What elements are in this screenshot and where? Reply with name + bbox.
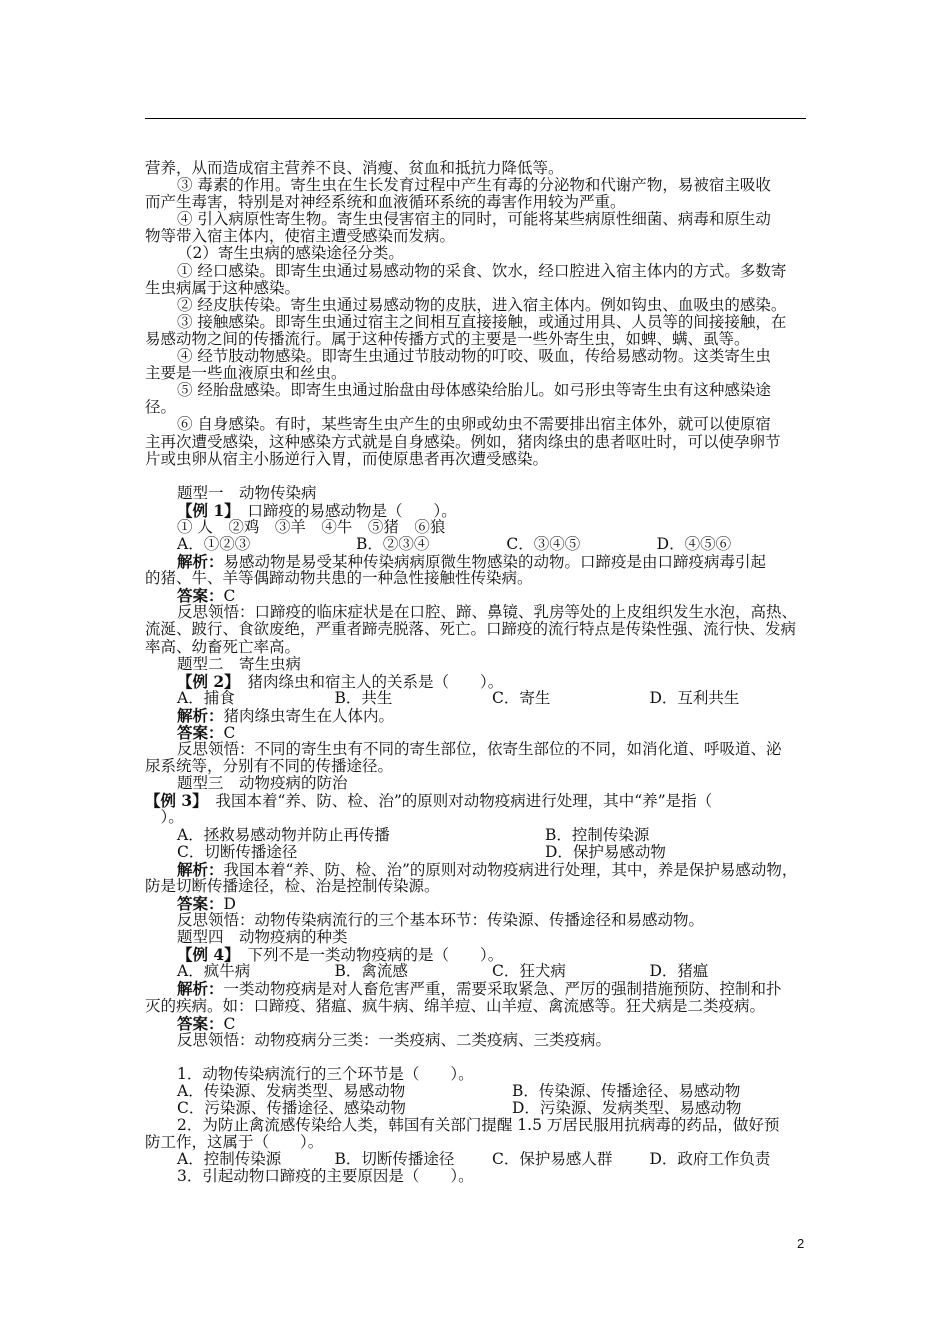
option-c: C．污染源、传播途径、感染动物 <box>177 1098 406 1117</box>
text-line: ⑥ 自身感染。有时，某些寄生虫产生的虫卵或幼虫不需要排出宿主体外，就可以使原宿 <box>177 415 771 434</box>
text-line: 而产生毒害，特别是对神经系统和血液循环系统的毒害作用较为严重。 <box>145 193 626 212</box>
text-line: 主再次遭受感染，这种感染方式就是自身感染。例如，猪肉绦虫的患者呕吐时，可以使孕卵节 <box>145 432 781 451</box>
example-question <box>145 792 807 809</box>
option-c: C．切断传播途径 <box>177 842 298 861</box>
analysis <box>145 980 807 997</box>
option-d: D．政府工作负责 <box>649 1150 771 1169</box>
option-c: C．③④⑤ <box>506 534 581 553</box>
text-line: 片或虫卵从宿主小肠逆行入胃，而使原患者再次遭受感染。 <box>145 449 549 468</box>
reflection: 尿系统等，分别有不同的传播途径。 <box>145 757 394 776</box>
example-tag: 【例 2】 <box>177 671 232 691</box>
text-line: 主要是一些血液原虫和丝虫。 <box>145 364 347 383</box>
analysis-text: 猪肉绦虫寄生在人体内。 <box>223 706 395 725</box>
example-tag: 【例 3】 <box>145 791 200 811</box>
option-a: A．控制传染源 <box>177 1150 282 1169</box>
option-row <box>145 536 807 553</box>
option-row <box>145 690 807 707</box>
text-line: 生虫病属于这种感染。 <box>145 278 301 297</box>
analysis <box>145 553 807 570</box>
option-a: A．捕食 <box>177 688 235 707</box>
option-row <box>145 1100 807 1117</box>
analysis-text: 易感动物是易受某种传染病病原微生物感染的动物。口蹄疫是由口蹄疫病毒引起 <box>223 553 767 572</box>
option-b: B．控制传染源 <box>545 825 650 844</box>
question-text: 猪肉绦虫和宿主人的关系是（ ）。 <box>231 672 504 691</box>
question-type-heading: 题型三 动物疫病的防治 <box>177 774 348 793</box>
answer <box>145 1015 807 1032</box>
option-a: A．①②③ <box>177 534 251 553</box>
option-b: B．②③④ <box>355 534 430 553</box>
example-question <box>145 502 807 519</box>
question-type-heading: 题型四 动物疫病的种类 <box>177 928 348 947</box>
practice-question-2: 2．为防止禽流感传染给人类，韩国有关部门提醒 1.5 万居民服用抗病毒的药品，做好预 <box>177 1116 780 1135</box>
reflection: 率高、幼畜死亡率高。 <box>145 637 301 656</box>
option-a: A．传染源、发病类型、易感动物 <box>177 1081 406 1100</box>
answer-label: 答案： <box>177 586 224 606</box>
page-number: 2 <box>797 1236 805 1251</box>
example-question <box>145 946 807 963</box>
option-d: D．污染源、发病类型、易感动物 <box>512 1098 742 1117</box>
text-line: 营养，从而造成宿主营养不良、消瘦、贫血和抵抗力降低等。 <box>145 159 564 177</box>
option-d: D．保护易感动物 <box>545 842 666 861</box>
option-a: A．拯救易感动物并防止再传播 <box>177 825 390 844</box>
option-b: B．共生 <box>334 688 393 707</box>
option-b: B．切断传播途径 <box>334 1150 455 1169</box>
option-c: C．狂犬病 <box>492 962 566 981</box>
analysis-text: 一类动物疫病是对人畜危害严重，需要采取紧急、严厉的强制措施预防、控制和扑 <box>223 980 782 999</box>
analysis-text: 防是切断传播途径，检、治是控制传染源。 <box>145 876 440 895</box>
analysis-text: 的猪、牛、羊等偶蹄动物共患的一种急性接触性传染病。 <box>145 569 533 588</box>
option-row <box>145 827 807 844</box>
option-a: A．疯牛病 <box>177 962 251 981</box>
reflection: 反思领悟：不同的寄生虫有不同的寄生部位，依寄生部位的不同，如消化道、呼吸道、泌 <box>177 740 782 759</box>
reflection: 反思领悟：动物传染病流行的三个基本环节：传染源、传播途径和易感动物。 <box>177 911 705 930</box>
spacer <box>145 468 807 485</box>
question-text: 下列不是一类动物疫病的是（ ）。 <box>231 946 504 965</box>
header-rule <box>145 118 806 119</box>
analysis <box>145 861 807 878</box>
analysis <box>145 707 807 724</box>
spacer <box>145 1049 807 1066</box>
option-row <box>145 844 807 861</box>
question-type-heading: 题型二 寄生虫病 <box>177 654 302 673</box>
text-line: ② 经皮肤传染。寄生虫通过易感动物的皮肤，进入宿主体内。例如钩虫、血吸虫的感染。 <box>177 295 787 314</box>
option-d: D．④⑤⑥ <box>656 534 732 553</box>
practice-question-3: 3．引起动物口蹄疫的主要原因是（ ）。 <box>177 1167 474 1186</box>
question-text: 口蹄疫的易感动物是（ ）。 <box>231 501 457 520</box>
text-line: ③ 毒素的作用。寄生虫在生长发育过程中产生有毒的分泌物和代谢产物，易被宿主吸收 <box>177 176 771 195</box>
option-row <box>145 963 807 980</box>
answer-value: C <box>223 587 236 606</box>
section-heading: （2）寄生虫病的感染途径分类。 <box>177 244 404 263</box>
practice-question-1: 1．动物传染病流行的三个环节是（ ）。 <box>177 1064 474 1083</box>
answer-label: 答案： <box>177 893 224 913</box>
text-line: ③ 接触感染。即寄生虫通过宿主之间相互直接接触，或通过用具、人员等的间接接触，在 <box>177 312 787 331</box>
answer-value: C <box>223 724 236 742</box>
option-c: C．寄生 <box>492 688 551 707</box>
reflection: 反思领悟：动物疫病分三类：一类疫病、二类疫病、三类疫病。 <box>177 1030 612 1049</box>
option-d: D．互利共生 <box>649 688 740 707</box>
analysis-label: 解析： <box>177 705 224 725</box>
option-d: D．猪瘟 <box>649 962 709 981</box>
analysis-label: 解析： <box>177 552 224 572</box>
answer <box>145 587 807 604</box>
analysis-label: 解析： <box>177 859 224 879</box>
text-line: ④ 引入病原性寄生物。寄生虫侵害宿主的同时，可能将某些病原性细菌、病毒和原生动 <box>177 210 771 229</box>
question-text: ）。 <box>145 808 184 827</box>
option-c: C．保护易感人群 <box>492 1150 613 1169</box>
option-b: B．传染源、传播途径、易感动物 <box>512 1081 741 1100</box>
option-row <box>145 1083 807 1100</box>
answer-label: 答案： <box>177 1013 224 1033</box>
example-items: ① 人 ②鸡 ③羊 ④牛 ⑤猪 ⑥狼 <box>177 517 446 536</box>
text-line: 径。 <box>145 398 177 417</box>
answer-label: 答案： <box>177 723 224 742</box>
example-question <box>145 673 807 690</box>
answer <box>145 895 807 912</box>
answer <box>145 724 807 741</box>
question-text: 我国本着“养、防、检、治”的原则对动物疫病进行处理，其中“养”是指（ <box>199 792 713 811</box>
reflection: 反思领悟：口蹄疫的临床症状是在口腔、蹄、鼻镜、乳房等处的上皮组织发生水泡，高热、 <box>177 603 798 622</box>
analysis-text: 灭的疾病。如：口蹄疫、猪瘟、疯牛病、绵羊痘、山羊痘、禽流感等。狂犬病是二类疫病。 <box>145 996 766 1015</box>
practice-question-2-cont: 防工作，这属于（ ）。 <box>145 1133 324 1152</box>
text-line: ④ 经节肢动物感染。即寄生虫通过节肢动物的叮咬、吸血，传给易感动物。这类寄生虫 <box>177 347 771 366</box>
answer-value: D <box>223 894 236 913</box>
answer-value: C <box>223 1014 236 1033</box>
option-b: B．禽流感 <box>334 962 408 981</box>
text-line: 易感动物之间的传播流行。属于这种传播方式的主要是一些外寄生虫，如蜱、螨、虱等。 <box>145 329 750 348</box>
analysis-text: 我国本着“养、防、检、治”的原则对动物疫病进行处理，其中，养是保护易感动物， <box>223 860 798 879</box>
text-line: ⑤ 经胎盘感染。即寄生虫通过胎盘由母体感染给胎儿。如弓形虫等寄生虫有这种感染途 <box>177 381 771 400</box>
reflection: 流涎、跛行、食欲废绝，严重者蹄壳脱落、死亡。口蹄疫的流行特点是传染性强、流行快、发病 <box>145 620 797 639</box>
question-type-heading: 题型一 动物传染病 <box>177 483 317 502</box>
analysis-label: 解析： <box>177 979 224 999</box>
text-line: 物等带入宿主体内，使宿主遭受感染而发病。 <box>145 227 456 246</box>
example-tag: 【例 1】 <box>177 500 232 520</box>
text-line: ① 经口感染。即寄生虫通过易感动物的采食、饮水，经口腔进入宿主体内的方式。多数寄 <box>177 261 787 280</box>
example-tag: 【例 4】 <box>177 945 232 965</box>
option-row <box>145 1151 807 1168</box>
page-body <box>145 160 807 1185</box>
